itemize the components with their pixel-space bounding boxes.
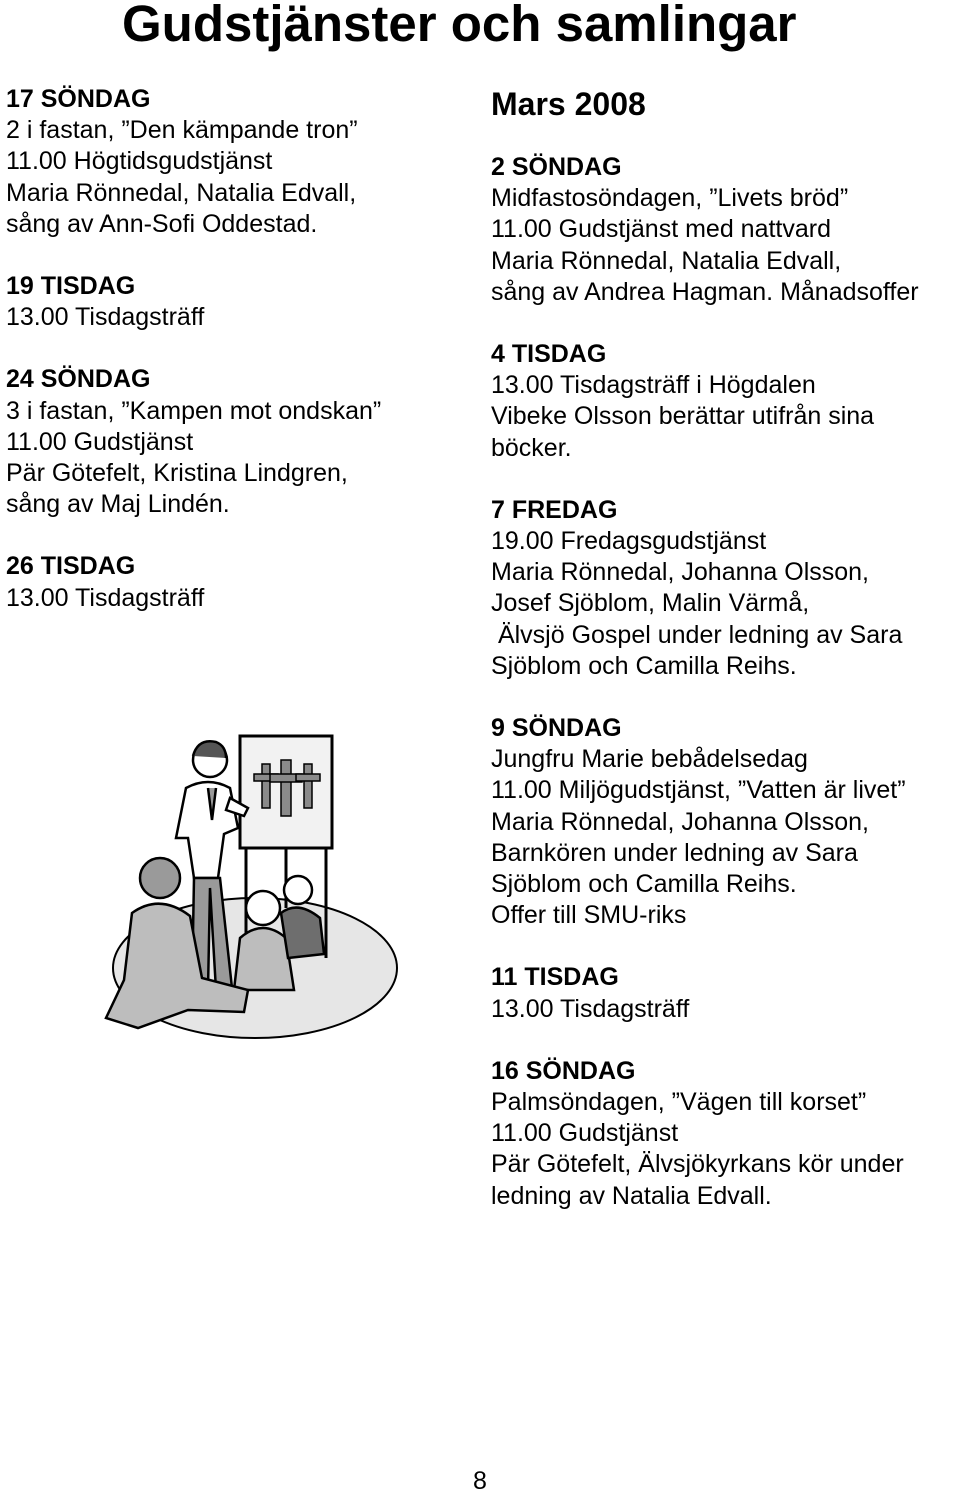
event-line: 11.00 Högtidsgudstjänst xyxy=(6,147,273,176)
event-line: sång av Ann-Sofi Oddestad. xyxy=(6,209,318,238)
month-heading: Mars 2008 xyxy=(491,86,646,122)
event-day: 19 TISDAG xyxy=(6,272,136,301)
event-day: 11 TISDAG xyxy=(491,963,619,992)
event-line: 11.00 Gudstjänst xyxy=(491,1119,679,1148)
event-line: Maria Rönnedal, Johanna Olsson, xyxy=(491,558,870,587)
teacher-children-illustration xyxy=(98,728,403,1053)
event-line: Midfastosöndagen, ”Livets bröd” xyxy=(491,184,849,213)
event-line: Maria Rönnedal, Natalia Edvall, xyxy=(6,178,357,207)
event-line: böcker. xyxy=(491,433,572,462)
page-number: 8 xyxy=(473,1467,487,1495)
event-item xyxy=(491,962,959,1024)
event-day: 16 SÖNDAG xyxy=(491,1056,636,1085)
event-line: Vibeke Olsson berättar utifrån sina xyxy=(491,402,875,431)
event-line: Sjöblom och Camilla Reihs. xyxy=(491,651,797,680)
event-line: 19.00 Fredagsgudstjänst xyxy=(491,527,767,556)
event-day: 7 FREDAG xyxy=(491,495,618,524)
event-line: 13.00 Tisdagsträff xyxy=(491,994,690,1023)
event-item xyxy=(6,84,426,240)
event-day: 2 SÖNDAG xyxy=(491,153,622,181)
event-line: Jungfru Marie bebådelsedag xyxy=(491,745,808,774)
event-day: 9 SÖNDAG xyxy=(491,714,622,743)
event-item xyxy=(6,551,426,613)
event-line: Sjöblom och Camilla Reihs. xyxy=(491,870,797,899)
event-line: Älvsjö Gospel under ledning av Sara xyxy=(491,620,903,649)
event-line: 11.00 Gudstjänst med nattvard xyxy=(491,215,832,244)
event-line: Pär Götefelt, Älvsjökyrkans kör under xyxy=(491,1150,904,1179)
event-line: ledning av Natalia Edvall. xyxy=(491,1181,772,1210)
event-item xyxy=(491,1056,959,1212)
event-line: Maria Rönnedal, Natalia Edvall, xyxy=(491,246,842,275)
event-line: sång av Andrea Hagman. Månadsoffer xyxy=(491,277,919,306)
event-line: 11.00 Gudstjänst xyxy=(6,427,194,456)
event-item xyxy=(6,271,426,333)
event-item xyxy=(491,152,959,308)
event-day: 17 SÖNDAG xyxy=(6,85,151,113)
event-item xyxy=(491,495,959,682)
event-item xyxy=(491,339,959,464)
event-day: 4 TISDAG xyxy=(491,340,607,369)
event-line: Pär Götefelt, Kristina Lindgren, xyxy=(6,459,348,488)
page-title: Gudstjänster och samlingar xyxy=(122,0,797,52)
event-item xyxy=(6,364,426,520)
event-line: 11.00 Miljögudstjänst, ”Vatten är livet” xyxy=(491,776,906,805)
event-line: 13.00 Tisdagsträff xyxy=(6,583,205,612)
event-line: Maria Rönnedal, Johanna Olsson, xyxy=(491,807,870,836)
event-line: Offer till SMU-riks xyxy=(491,901,687,930)
event-line: 13.00 Tisdagsträff i Högdalen xyxy=(491,371,816,400)
event-line: sång av Maj Lindén. xyxy=(6,490,230,519)
event-line: Josef Sjöblom, Malin Värmå, xyxy=(491,589,810,618)
event-line: 3 i fastan, ”Kampen mot ondskan” xyxy=(6,396,382,425)
right-column xyxy=(491,152,959,1243)
event-item xyxy=(491,713,959,931)
event-line: 2 i fastan, ”Den kämpande tron” xyxy=(6,116,358,145)
left-column xyxy=(6,84,426,645)
event-line: Barnkören under ledning av Sara xyxy=(491,838,858,867)
event-line: Palmsöndagen, ”Vägen till korset” xyxy=(491,1088,867,1117)
event-line: 13.00 Tisdagsträff xyxy=(6,303,205,332)
event-day: 26 TISDAG xyxy=(6,552,136,581)
event-day: 24 SÖNDAG xyxy=(6,365,151,394)
